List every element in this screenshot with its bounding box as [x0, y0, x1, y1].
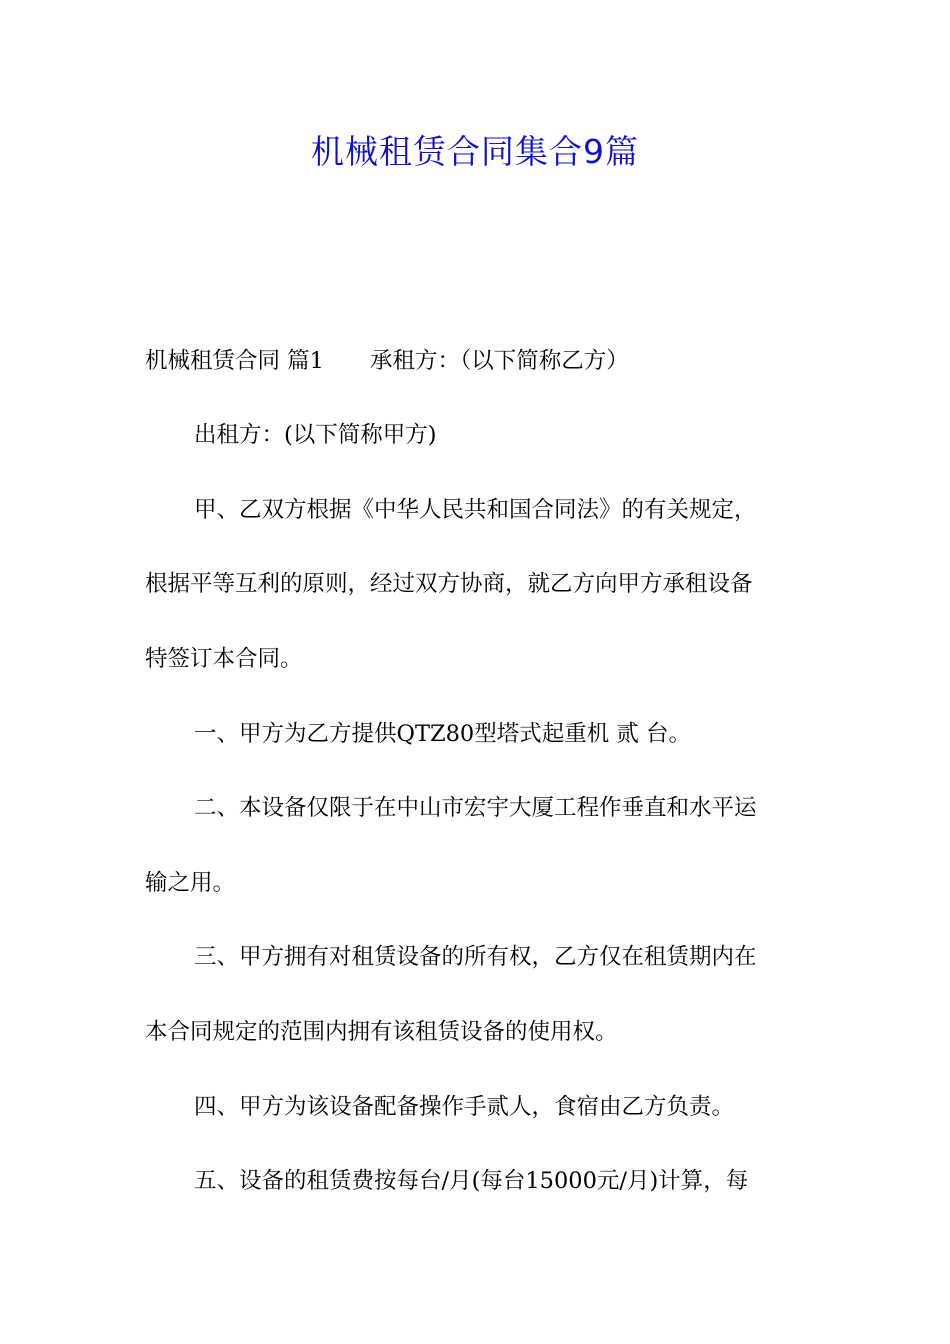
intro-paragraph-line-1: 甲、乙双方根据《中华人民共和国合同法》的有关规定， [194, 497, 757, 523]
clause-5-line-1: 五、设备的租赁费按每台/月(每台15000元/月)计算，每 [194, 1168, 749, 1194]
contract-heading-line [145, 343, 815, 379]
clause-1: 一、甲方为乙方提供QTZ80型塔式起重机 贰 台。 [194, 721, 692, 747]
clause-3-line-2: 本合同规定的范围内拥有该租赁设备的使用权。 [145, 1019, 618, 1045]
intro-paragraph-line-3: 特签订本合同。 [145, 646, 303, 672]
lessee-line: 承租方：（以下简称乙方） [369, 348, 629, 374]
clause-2-line-2: 输之用。 [145, 870, 236, 896]
clause-4: 四、甲方为该设备配备操作手贰人，食宿由乙方负责。 [194, 1094, 735, 1120]
lessor-line: 出租方：(以下简称甲方) [194, 422, 437, 448]
clause-3-line-1: 三、甲方拥有对租赁设备的所有权，乙方仅在租赁期内在 [194, 944, 757, 970]
contract-section-heading: 机械租赁合同 篇1 [145, 348, 324, 374]
clause-2-line-1: 二、本设备仅限于在中山市宏宇大厦工程作垂直和水平运 [194, 795, 757, 821]
document-title: 机械租赁合同集合9篇 [311, 132, 639, 171]
intro-paragraph-line-2: 根据平等互利的原则，经过双方协商，就乙方向甲方承租设备 [145, 571, 753, 597]
